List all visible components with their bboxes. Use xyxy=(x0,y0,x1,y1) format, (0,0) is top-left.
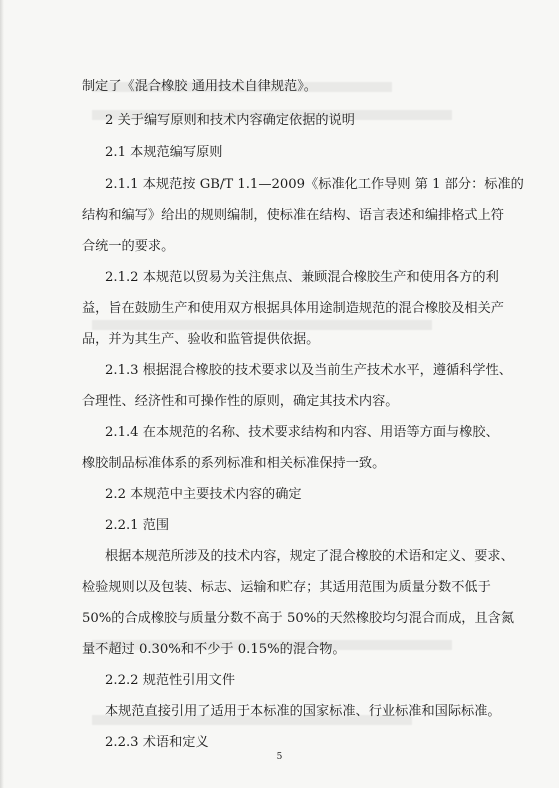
body-text-line: 橡胶制品标准体系的系列标准和相关标准保持一致。 xyxy=(82,456,386,471)
subsection-heading: 2.2.2 规范性引用文件 xyxy=(105,673,236,688)
body-text-line: 检验规则以及包装、标志、运输和贮存；其适用范围为质量分数不低于 xyxy=(82,580,491,595)
body-text-line: 益，旨在鼓励生产和使用双方根据具体用途制造规范的混合橡胶及相关产 xyxy=(82,301,504,316)
body-text-line: 2.1.4 在本规范的名称、技术要求结构和内容、用语等方面与橡胶、 xyxy=(105,425,499,440)
body-text-line: 制定了《混合橡胶 通用技术自律规范》。 xyxy=(82,79,317,94)
body-text-line: 本规范直接引用了适用于本标准的国家标准、行业标准和国际标准。 xyxy=(105,704,501,719)
page-number: 5 xyxy=(276,752,283,762)
subsection-heading: 2.2 本规范中主要技术内容的确定 xyxy=(105,487,302,502)
subsection-heading: 2.1 本规范编写原则 xyxy=(105,145,223,160)
section-heading: 2 关于编写原则和技术内容确定依据的说明 xyxy=(105,113,355,128)
body-text-line: 2.1.1 本规范按 GB/T 1.1—2009《标准化工作导则 第 1 部分：标准的 xyxy=(105,177,524,192)
body-text-line: 2.1.3 根据混合橡胶的技术要求以及当前生产技术水平，遵循科学性、 xyxy=(105,363,512,378)
bleed-through-mark xyxy=(92,320,432,330)
body-text-line: 量不超过 0.30%和不少于 0.15%的混合物。 xyxy=(82,642,346,657)
body-text-line: 2.1.2 本规范以贸易为关注焦点、兼顾混合橡胶生产和使用各方的利 xyxy=(105,270,499,285)
subsection-heading: 2.2.1 范围 xyxy=(105,518,170,533)
body-text-line: 根据本规范所涉及的技术内容，规定了混合橡胶的术语和定义、要求、 xyxy=(105,549,514,564)
body-text-line: 结构和编写》给出的规则编制，使标准在结构、语言表述和编排格式上符 xyxy=(82,208,504,223)
body-text-line: 50%的合成橡胶与质量分数不高于 50%的天然橡胶均匀混合而成，且含氮 xyxy=(82,611,515,626)
body-text-line: 合理性、经济性和可操作性的原则，确定其技术内容。 xyxy=(82,394,399,409)
body-text-line: 合统一的要求。 xyxy=(82,239,175,254)
subsection-heading: 2.2.3 术语和定义 xyxy=(105,735,209,750)
scan-edge-shadow xyxy=(0,0,4,788)
body-text-line: 品，并为其生产、验收和监管提供依据。 xyxy=(82,332,320,347)
